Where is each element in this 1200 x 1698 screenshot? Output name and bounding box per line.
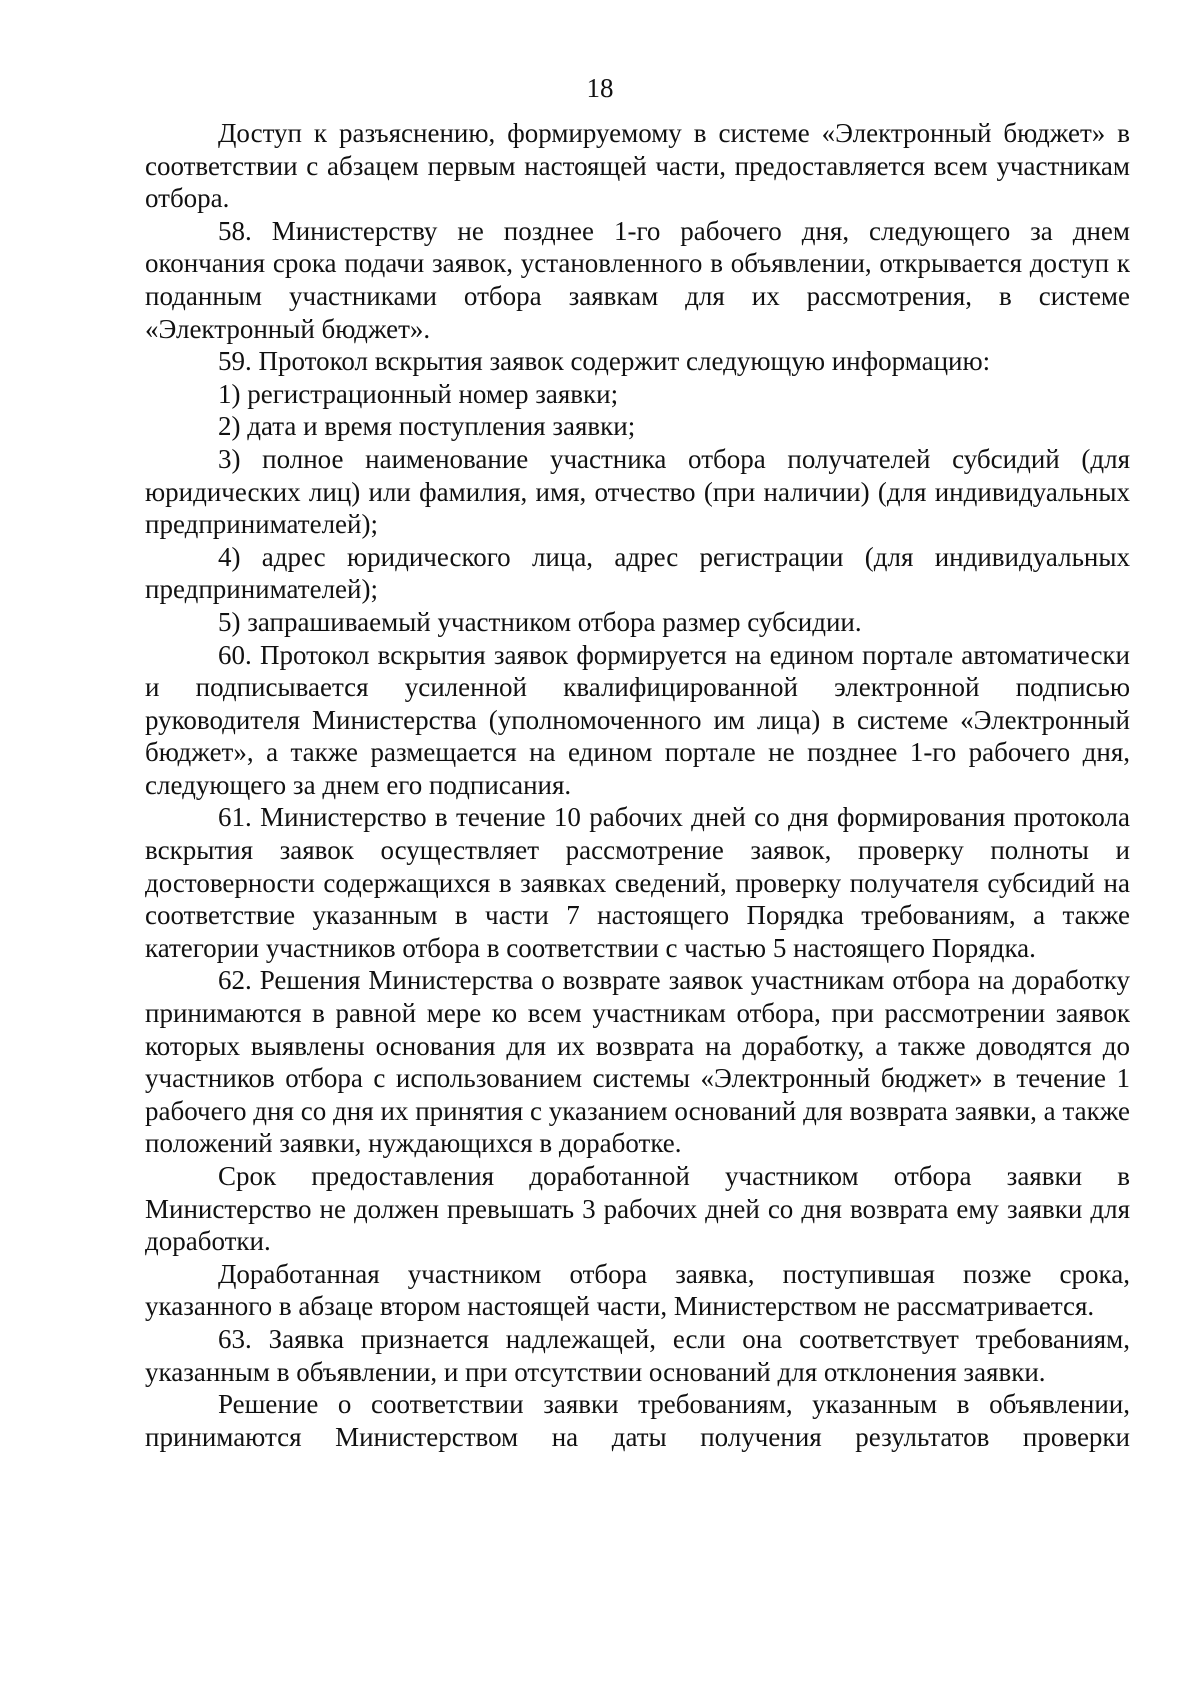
paragraph-63: 63. Заявка признается надлежащей, если она соответствует требованиям, указанным в объявлении, и при отсутствии оснований для отклонения заявки. (145, 1323, 1130, 1387)
page-number: 18 (586, 73, 614, 103)
list-item-2: 2) дата и время поступления заявки; (218, 411, 636, 442)
paragraph-access-clarification: Доступ к разъяснению, формируемому в системе «Электронный бюджет» в соответствии с абзацем первым настоящей части, предоставляется всем участникам отбора. (145, 118, 1130, 214)
document-body (145, 117, 1130, 1453)
paragraph-62: 62. Решения Министерства о возврате заявок участникам отбора на доработку принимаются в равной мере ко всем участникам отбора, при рассмотрении заявок которых выявлены основания для их возврата на доработку, а также доводятся до участников отбора с использованием системы «Электронный бюджет» в течение 1 рабочего дня со дня их принятия с указанием оснований для возврата заявки, а также положений заявки, нуждающихся в доработке. (145, 965, 1130, 1159)
paragraph-59: 59. Протокол вскрытия заявок содержит следующую информацию: (218, 346, 991, 377)
paragraph-61: 61. Министерство в течение 10 рабочих дней со дня формирования протокола вскрытия заявок осуществляет рассмотрение заявок, проверку полноты и достоверности содержащихся в заявках сведений, проверку получателя субсидий на соответствие указанным в части 7 настоящего Порядка требованиям, а также категории участников отбора в соответствии с частью 5 настоящего Порядка. (145, 802, 1130, 963)
paragraph-58: 58. Министерству не позднее 1-го рабочего дня, следующего за днем окончания срока подачи заявок, установленного в объявлении, открывается доступ к поданным участниками отбора заявкам для их рассмотрения, в системе «Электронный бюджет». (145, 215, 1130, 344)
paragraph-63-decision: Решение о соответствии заявки требованиям, указанным в объявлении, принимаются Министерством на даты получения результатов проверки (145, 1389, 1130, 1452)
paragraph-60: 60. Протокол вскрытия заявок формируется на едином портале автоматически и подписывается усиленной квалифицированной электронной подписью руководителя Министерства (уполномоченного им лица) в системе «Электронный бюджет», а также размещается на едином портале не позднее 1-го рабочего дня, следующего за днем его подписания. (145, 639, 1130, 800)
paragraph-62-late-submission: Доработанная участником отбора заявка, поступившая позже срока, указанного в абзаце втором настоящей части, Министерством не рассматривается. (145, 1258, 1130, 1322)
list-item-5: 5) запрашиваемый участником отбора размер субсидии. (218, 606, 862, 637)
list-item-4: 4) адрес юридического лица, адрес регистрации (для индивидуальных предпринимателей); (145, 541, 1130, 605)
paragraph-62-deadline: Срок предоставления доработанной участником отбора заявки в Министерство не должен превышать 3 рабочих дней со дня возврата ему заявки для доработки. (145, 1161, 1130, 1257)
list-item-3: 3) полное наименование участника отбора получателей субсидий (для юридических лиц) или фамилия, имя, отчество (при наличии) (для индивидуальных предпринимателей); (145, 443, 1130, 540)
list-item-1: 1) регистрационный номер заявки; (218, 378, 619, 409)
